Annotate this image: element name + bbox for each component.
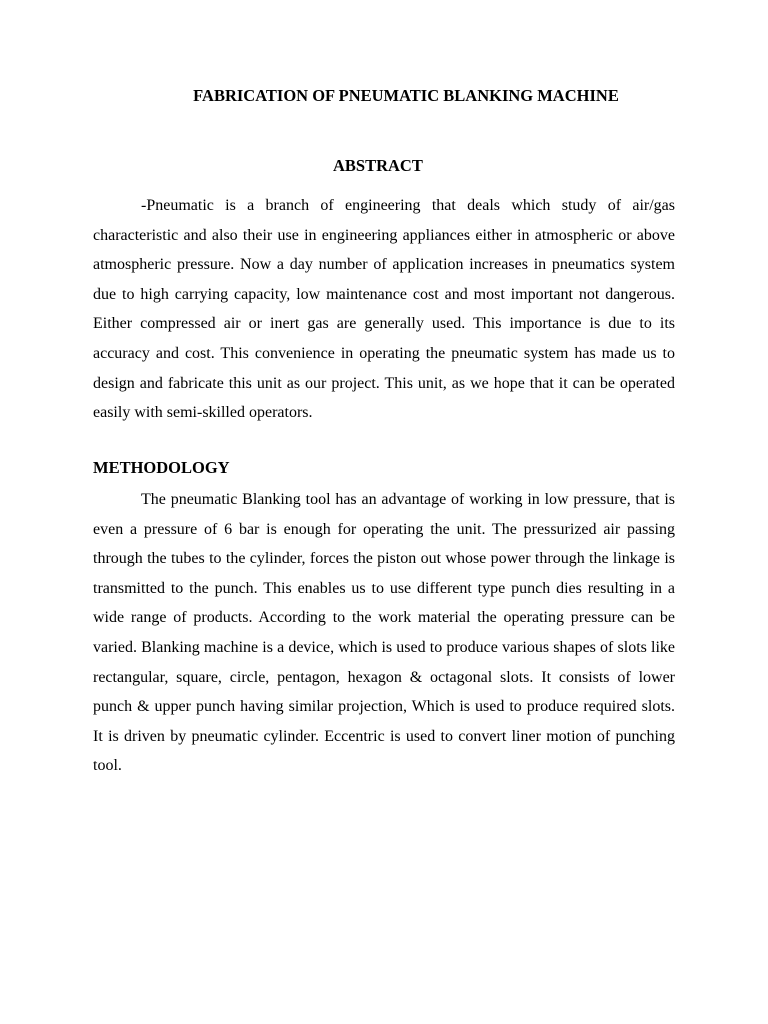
methodology-heading: METHODOLOGY: [93, 458, 230, 477]
abstract-heading: ABSTRACT: [333, 156, 423, 175]
methodology-paragraph: The pneumatic Blanking tool has an advantage of working in low pressure, that is even a pressure of 6 bar is enough for operating the unit. The pressurized air passing through the tubes to the cylinder, forces the piston out whose power through the linkage is transmitted to the punch. This enables us to use different type punch dies resulting in a wide range of products. According to the work material the operating pressure can be varied. Blanking machine is a device, which is used to produce various shapes of slots like rectangular, square, circle, pentagon, hexagon & octagonal slots. It consists of lower punch & upper punch having similar projection, Which is used to produce required slots. It is driven by pneumatic cylinder. Eccentric is used to convert liner motion of punching tool.: [93, 491, 675, 775]
document-title: FABRICATION OF PNEUMATIC BLANKING MACHINE: [193, 86, 619, 105]
abstract-paragraph: -Pneumatic is a branch of engineering that deals which study of air/gas characteristic and also their use in engineering appliances either in atmospheric or above atmospheric pressure. Now a day number of application increases in pneumatics system due to high carrying capacity, low maintenance cost and most important not dangerous. Either compressed air or inert gas are generally used. This importance is due to its accuracy and cost. This convenience in operating the pneumatic system has made us to design and fabricate this unit as our project. This unit, as we hope that it can be operated easily with semi-skilled operators.: [93, 197, 675, 422]
